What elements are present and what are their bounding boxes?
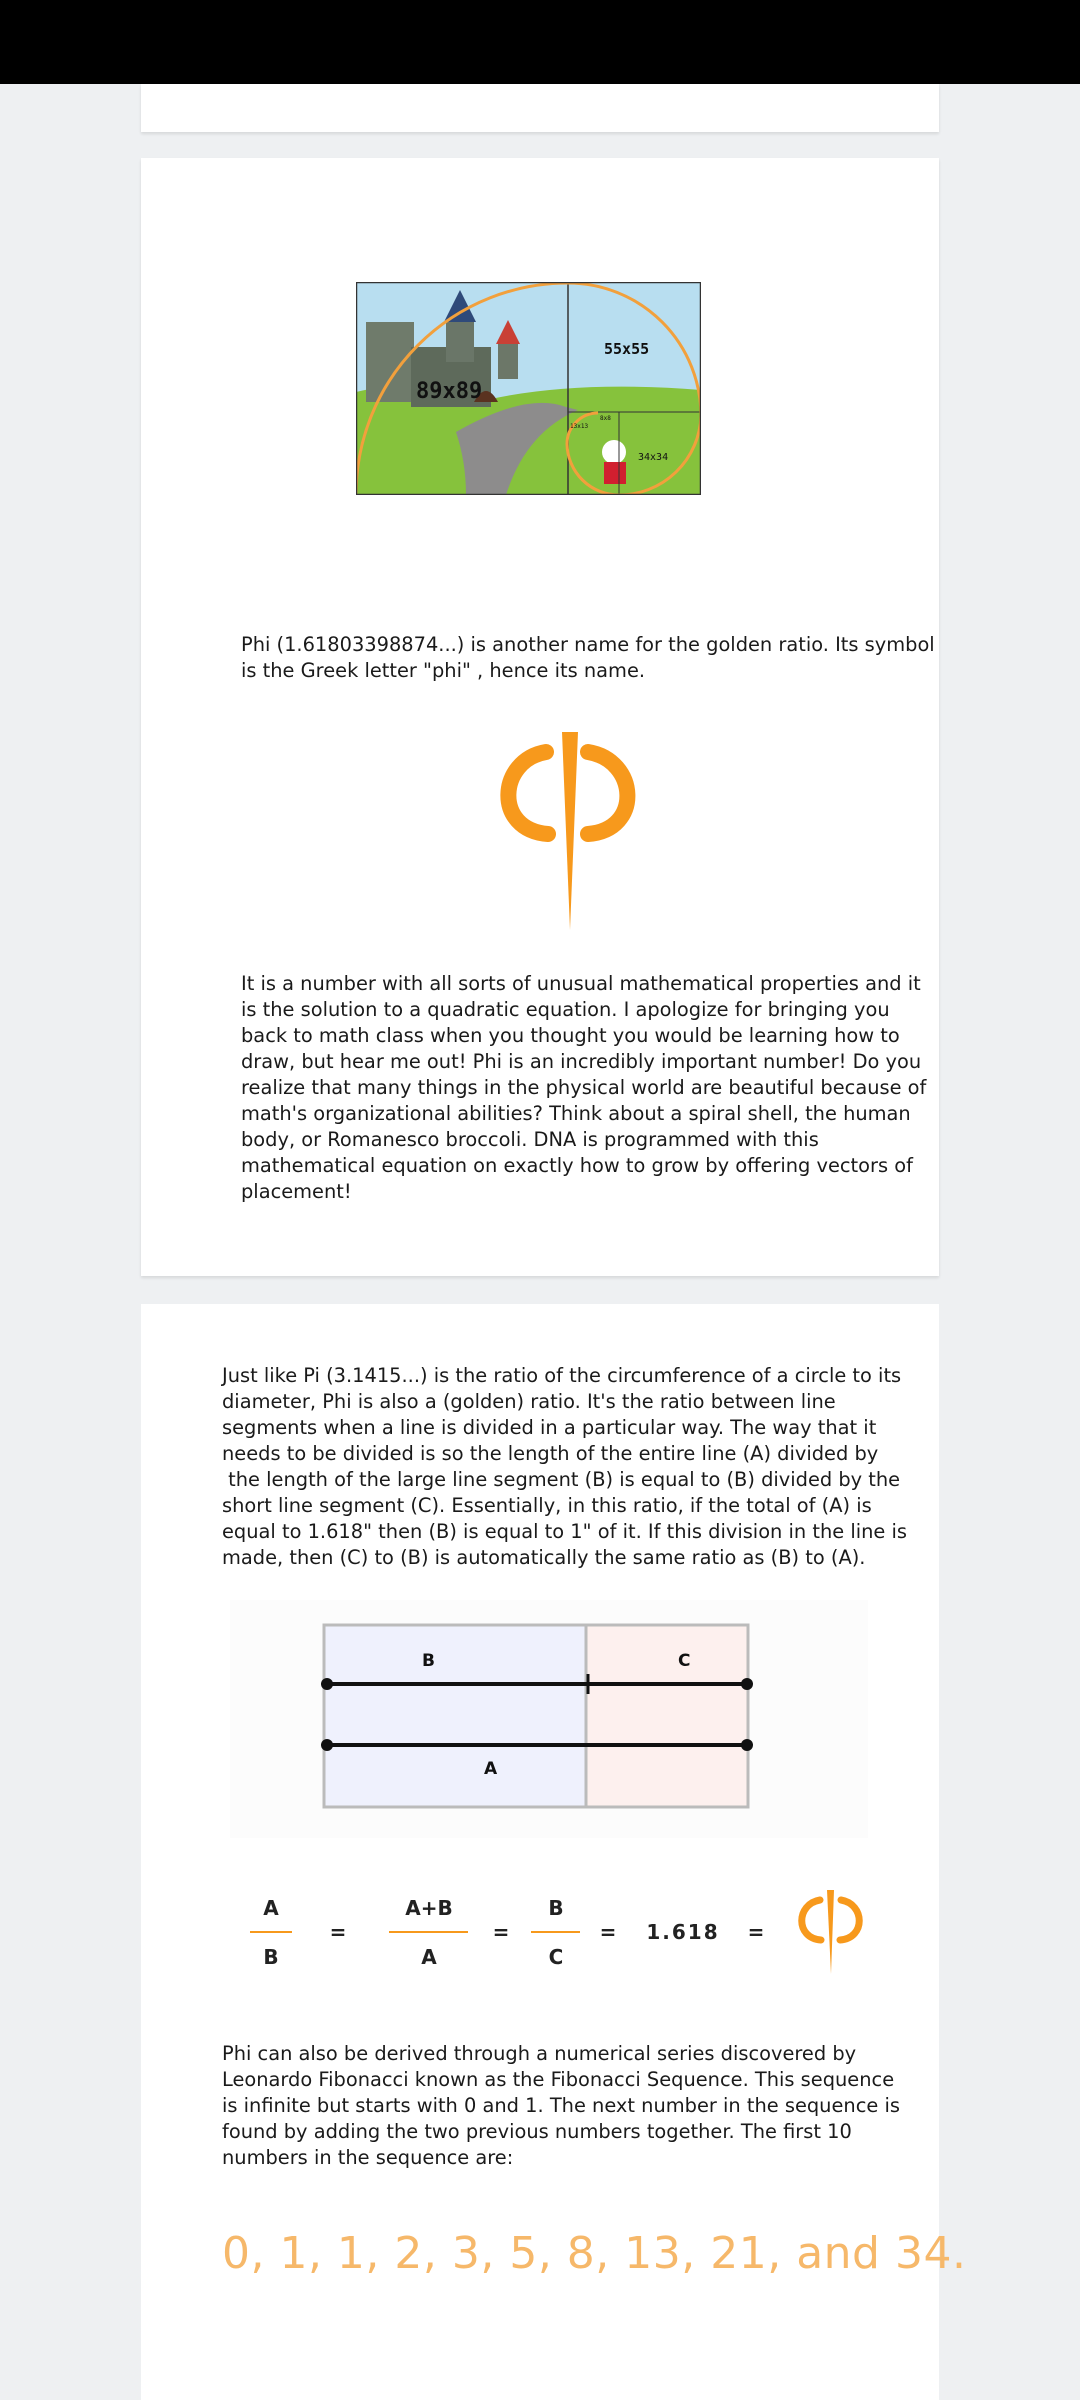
label-8x8: 8x8 [600,415,611,422]
fibonacci-paragraph: Phi can also be derived through a numerical series discovered by Leonardo Fibonacci known as the Fibonacci Sequence. This sequence is infinite but starts with 0 and 1. The next number in the sequence is found by adding the two previous numbers together. The first 10 numbers in the sequence are: [222,2042,900,2169]
equals-1: = [329,1920,347,1944]
formula-2-denominator: A [421,1945,437,1969]
equals-3: = [599,1920,617,1944]
segment-label-a: A [484,1759,498,1779]
ratio-paragraph: Just like Pi (3.1415...) is the ratio of the circumference of a circle to its diameter, Phi is also a (golden) ratio. It's the ratio between line segments when a line is divided in a particular way. The way that it needs to be divided is so the length of the entire line (A) divided by the length of the large line segment (B) is equal to (B) divided by the short line segment (C). Essentially, in this ratio, if the total of (A) is equal to 1.618" then (B) is equal to 1" of it. If this division in the line is made, then (C) to (B) is automatically the same ratio as (B) to (A). [222,1364,907,1569]
formula-2-numerator: A+B [405,1896,453,1920]
intro-paragraph: Phi (1.61803398874...) is another name for the golden ratio. Its symbol is the Greek letter "phi" , hence its name. [241,633,935,682]
line-segment-diagram [230,1600,868,1838]
phi-small-icon [802,1890,860,1974]
label-34x34: 34x34 [638,452,669,463]
fibonacci-sequence: 0, 1, 1, 2, 3, 5, 8, 13, 21, and 34. [222,2228,967,2279]
label-55x55: 55x55 [604,340,650,358]
label-13x13: 13x13 [570,423,589,430]
phi-symbol-icon [488,730,648,950]
equals-4: = [747,1920,765,1944]
status-bar [0,0,1080,84]
golden-ratio-formula [230,1882,870,1982]
formula-3-numerator: B [548,1896,564,1920]
formula-1-denominator: B [263,1945,279,1969]
previous-card [141,84,939,132]
segment-label-b: B [422,1651,435,1671]
castle-golden-spiral-image [356,282,701,495]
golden-ratio-value: 1.618 [646,1920,720,1944]
label-89x89: 89x89 [416,379,483,404]
properties-paragraph: It is a number with all sorts of unusual mathematical properties and it is the solution to a quadratic equation. I apologize for bringing you back to math class when you thought you would be learning how to draw, but hear me out! Phi is an incredibly important number! Do you realize that many things in the physical world are beautiful because of math's organizational abilities? Think about a spiral shell, the human body, or Romanesco broccoli. DNA is programmed with this mathematical equation on exactly how to grow by offering vectors of placement! [241,972,927,1203]
formula-3-denominator: C [548,1945,564,1969]
formula-1-numerator: A [263,1896,279,1920]
segment-label-c: C [678,1651,691,1671]
equals-2: = [492,1920,510,1944]
